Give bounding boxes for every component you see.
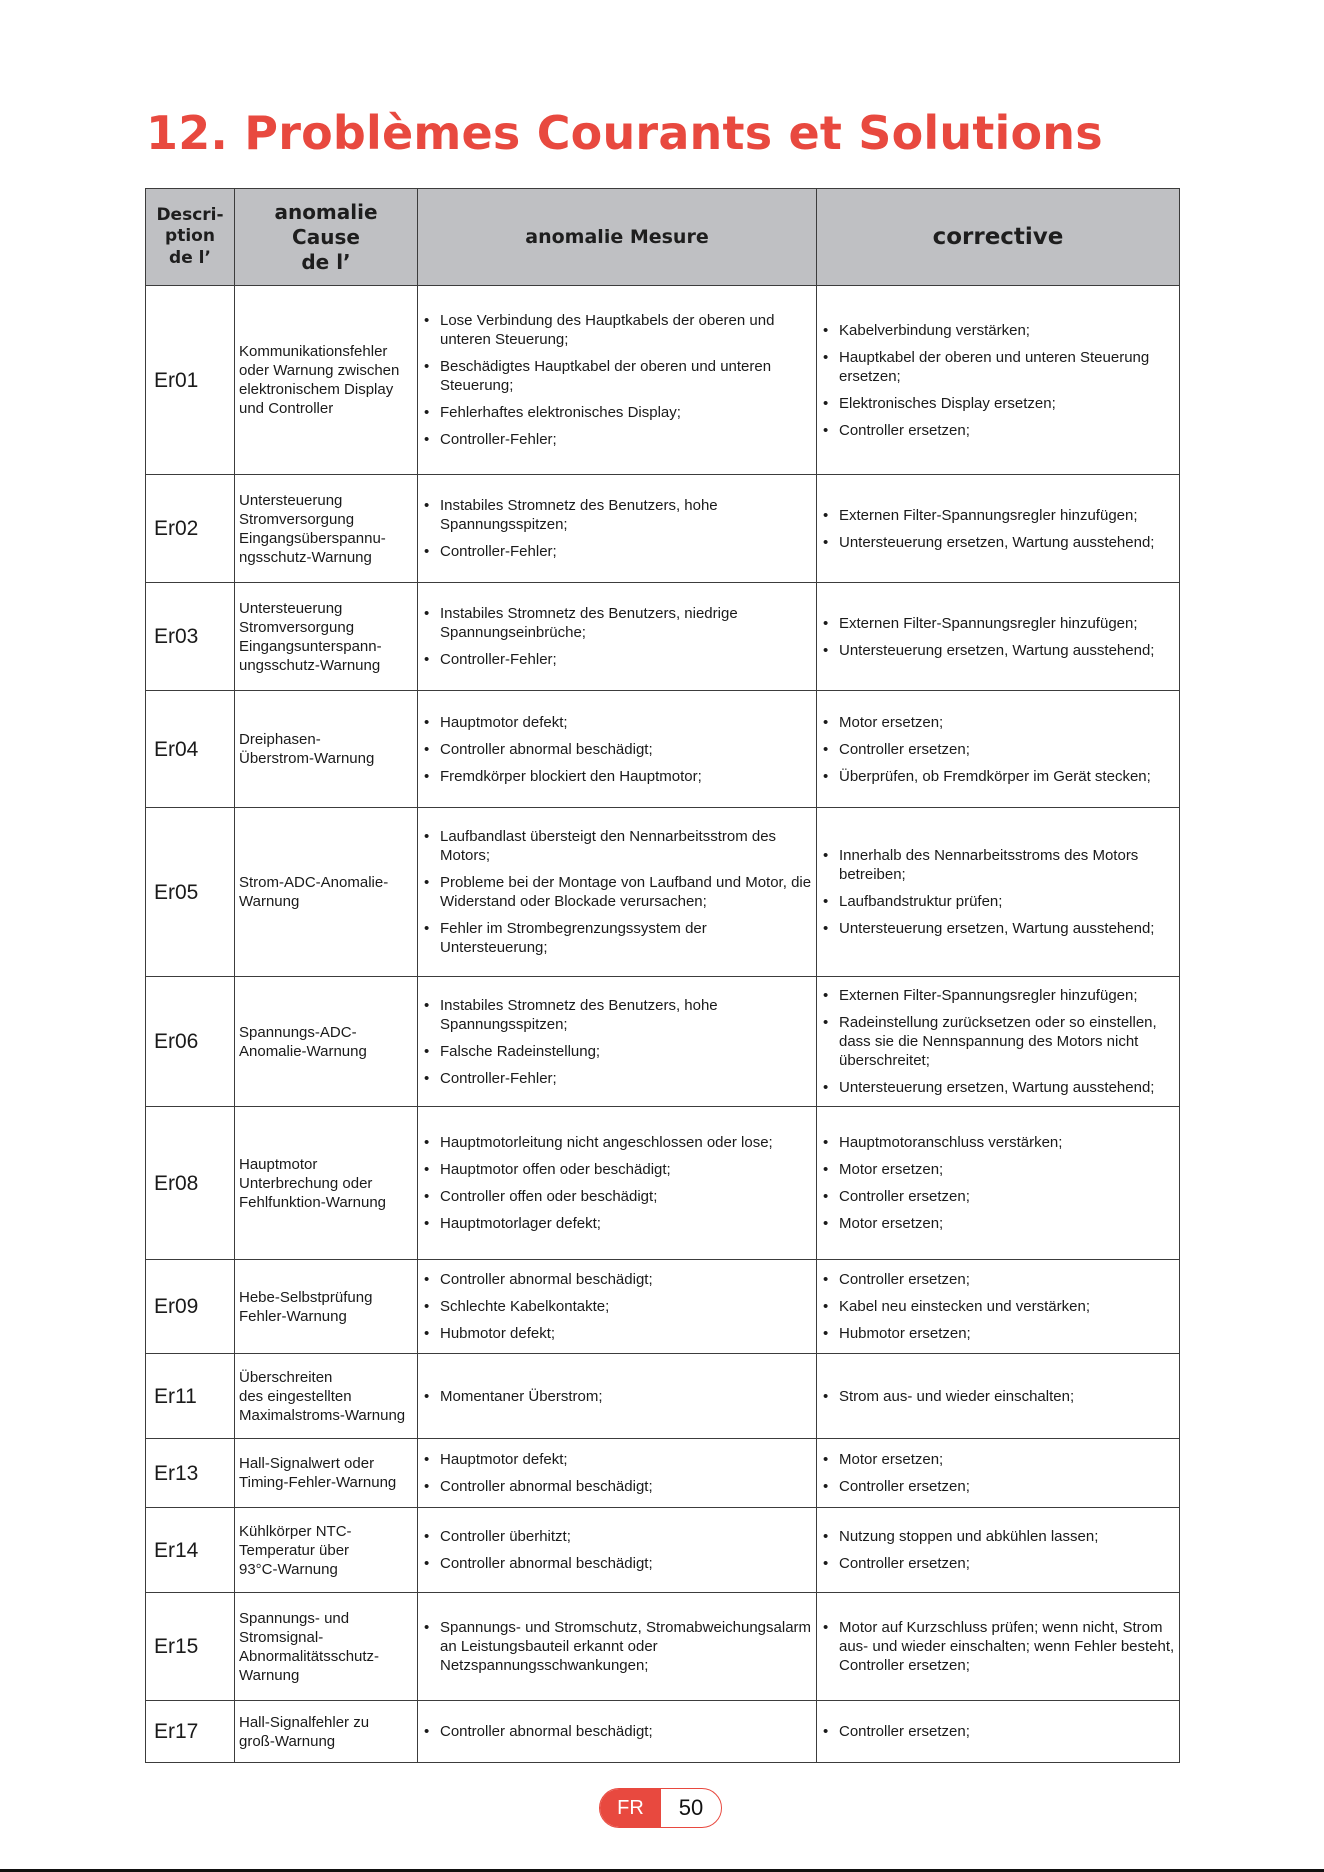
corrective-item: • Externen Filter-Spannungsregler hinzufügen; (839, 614, 1176, 633)
measure-item: • Hauptmotorlager defekt; (440, 1214, 813, 1233)
measure-cell (418, 1439, 817, 1508)
measure-item: • Hubmotor defekt; (440, 1324, 813, 1343)
cause-cell (235, 808, 418, 977)
cause-line: Fehler-Warnung (239, 1307, 347, 1325)
error-code: Er15 (146, 1593, 235, 1701)
cause-cell (235, 1701, 418, 1763)
cause-line: Überstrom-Warnung (239, 750, 375, 767)
cause-line: Stromversorgung (239, 510, 355, 528)
table-row (146, 1701, 1180, 1763)
measure-list (418, 496, 813, 561)
measure-list (418, 1450, 813, 1496)
measure-cell (418, 1701, 817, 1763)
measure-list (418, 1527, 813, 1573)
table-row (146, 977, 1180, 1107)
measure-cell (418, 583, 817, 691)
cause-line: des eingestellten (239, 1387, 352, 1405)
measure-item: • Momentaner Überstrom; (440, 1387, 813, 1406)
cause-cell (235, 583, 418, 691)
corrective-item: • Hubmotor ersetzen; (839, 1324, 1176, 1343)
measure-item: • Controller offen oder beschädigt; (440, 1187, 813, 1206)
corrective-list (817, 1527, 1176, 1573)
measure-list (418, 1618, 813, 1675)
corrective-item: • Externen Filter-Spannungsregler hinzufügen; (839, 986, 1176, 1005)
measure-item: • Lose Verbindung des Hauptkabels der oberen und unteren Steuerung; (440, 311, 813, 349)
measure-item: • Controller abnormal beschädigt; (440, 1270, 813, 1289)
corrective-cell (817, 1439, 1180, 1508)
measure-item: • Spannungs- und Stromschutz, Stromabweichungsalarm an Leistungsbauteil erkannt oder Netzspannungsschwankungen; (440, 1618, 813, 1675)
cause-line: Überschreiten (239, 1368, 333, 1386)
corrective-list (817, 986, 1176, 1097)
cause-cell (235, 475, 418, 583)
header-cause: anomalie Cause de l’ (235, 189, 418, 286)
cause-cell (235, 286, 418, 475)
page-number: 50 (678, 1795, 704, 1820)
language-tag: FR (600, 1789, 661, 1827)
corrective-item: • Untersteuerung ersetzen, Wartung ausstehend; (839, 533, 1176, 552)
cause-line: Fehlfunktion-Warnung (239, 1193, 387, 1211)
measure-item: • Hauptmotor defekt; (440, 1450, 813, 1469)
corrective-item: • Innerhalb des Nennarbeitsstroms des Motors betreiben; (839, 846, 1176, 884)
corrective-item: • Untersteuerung ersetzen, Wartung ausstehend; (839, 1078, 1176, 1097)
error-code: Er13 (146, 1439, 235, 1508)
cause-cell (235, 1260, 418, 1354)
cause-line: Unterbrechung oder (239, 1174, 373, 1192)
corrective-item: • Elektronisches Display ersetzen; (839, 394, 1176, 413)
table-row (146, 1260, 1180, 1354)
corrective-list (817, 506, 1176, 552)
cause-line: elektronischem Display (239, 381, 394, 398)
cause-line: Stromversorgung (239, 618, 355, 636)
cause-line: oder Warnung zwischen (239, 362, 400, 379)
corrective-cell (817, 1107, 1180, 1260)
corrective-item: • Kabelverbindung verstärken; (839, 321, 1176, 340)
corrective-item: • Motor ersetzen; (839, 1450, 1176, 1469)
page-number-badge (599, 1788, 722, 1828)
table-row (146, 1439, 1180, 1508)
cause-line: Eingangsüberspannu- (239, 529, 386, 547)
corrective-cell (817, 1701, 1180, 1763)
corrective-list (817, 1450, 1176, 1496)
cause-line: Hauptmotor (239, 1155, 318, 1173)
measure-cell (418, 286, 817, 475)
error-code: Er03 (146, 583, 235, 691)
measure-item: • Instabiles Stromnetz des Benutzers, hohe Spannungsspitzen; (440, 996, 813, 1034)
cause-line: Untersteuerung (239, 491, 343, 509)
cause-line: Spannungs-ADC- (239, 1023, 357, 1041)
corrective-item: • Laufbandstruktur prüfen; (839, 892, 1176, 911)
corrective-item: • Externen Filter-Spannungsregler hinzufügen; (839, 506, 1176, 525)
measure-item: • Falsche Radeinstellung; (440, 1042, 813, 1061)
corrective-list (817, 1387, 1176, 1406)
corrective-cell (817, 691, 1180, 808)
measure-list (418, 1133, 813, 1233)
corrective-item: • Motor ersetzen; (839, 1160, 1176, 1179)
error-code: Er02 (146, 475, 235, 583)
error-code: Er17 (146, 1701, 235, 1763)
measure-item: • Hauptmotor defekt; (440, 713, 813, 732)
cause-cell (235, 1439, 418, 1508)
error-code: Er04 (146, 691, 235, 808)
measure-list (418, 713, 813, 786)
corrective-list (817, 614, 1176, 660)
measure-item: • Controller-Fehler; (440, 430, 813, 449)
corrective-item: • Controller ersetzen; (839, 1554, 1176, 1573)
error-code: Er06 (146, 977, 235, 1107)
table-row (146, 1354, 1180, 1439)
corrective-cell (817, 475, 1180, 583)
error-code: Er14 (146, 1508, 235, 1593)
cause-line: 93°C-Warnung (239, 1560, 338, 1578)
cause-line: Timing-Fehler-Warnung (239, 1474, 397, 1491)
cause-line: Warnung (239, 1666, 300, 1684)
measure-list (418, 604, 813, 669)
measure-item: • Laufbandlast übersteigt den Nennarbeitsstrom des Motors; (440, 827, 813, 865)
measure-list (418, 1722, 813, 1741)
measure-item: • Instabiles Stromnetz des Benutzers, hohe Spannungsspitzen; (440, 496, 813, 534)
corrective-cell (817, 1260, 1180, 1354)
cause-line: Maximalstroms-Warnung (239, 1406, 406, 1424)
measure-item: • Controller abnormal beschädigt; (440, 1722, 813, 1741)
measure-item: • Controller abnormal beschädigt; (440, 1477, 813, 1496)
corrective-item: • Untersteuerung ersetzen, Wartung ausstehend; (839, 641, 1176, 660)
measure-cell (418, 977, 817, 1107)
table-row (146, 1508, 1180, 1593)
measure-item: • Fehler im Strombegrenzungssystem der Untersteuerung; (440, 919, 813, 957)
cause-line: Anomalie-Warnung (239, 1042, 367, 1060)
cause-line: Hebe-Selbstprüfung (239, 1288, 373, 1306)
cause-line: Eingangsunterspann- (239, 637, 382, 655)
cause-line: Temperatur über (239, 1541, 350, 1559)
table-row (146, 1107, 1180, 1260)
corrective-item: • Nutzung stoppen und abkühlen lassen; (839, 1527, 1176, 1546)
header-corrective: corrective (817, 189, 1180, 286)
corrective-item: • Überprüfen, ob Fremdkörper im Gerät stecken; (839, 767, 1176, 786)
corrective-item: • Controller ersetzen; (839, 1187, 1176, 1206)
cause-cell (235, 1593, 418, 1701)
cause-line: ungsschutz-Warnung (239, 656, 381, 674)
corrective-list (817, 846, 1176, 938)
cause-cell (235, 691, 418, 808)
corrective-item: • Controller ersetzen; (839, 421, 1176, 440)
error-code: Er08 (146, 1107, 235, 1260)
cause-line: Warnung (239, 893, 300, 910)
cause-cell (235, 977, 418, 1107)
corrective-item: • Controller ersetzen; (839, 1477, 1176, 1496)
cause-line: Untersteuerung (239, 599, 343, 617)
measure-item: • Probleme bei der Montage von Laufband und Motor, die Widerstand oder Blockade verursachen; (440, 873, 813, 911)
corrective-item: • Radeinstellung zurücksetzen oder so einstellen, dass sie die Nennspannung des Motors nicht überschreitet; (839, 1013, 1176, 1070)
error-code: Er11 (146, 1354, 235, 1439)
cause-line: Stromsignal- (239, 1628, 324, 1646)
cause-line: Abnormalitätsschutz- (239, 1647, 380, 1665)
cause-line: Spannungs- und (239, 1609, 350, 1627)
measure-item: • Controller überhitzt; (440, 1527, 813, 1546)
measure-list (418, 311, 813, 449)
corrective-cell (817, 286, 1180, 475)
corrective-list (817, 1270, 1176, 1343)
measure-list (418, 1387, 813, 1406)
corrective-cell (817, 1508, 1180, 1593)
corrective-cell (817, 808, 1180, 977)
measure-item: • Fehlerhaftes elektronisches Display; (440, 403, 813, 422)
measure-item: • Beschädigtes Hauptkabel der oberen und unteren Steuerung; (440, 357, 813, 395)
measure-cell (418, 1593, 817, 1701)
corrective-cell (817, 1354, 1180, 1439)
measure-cell (418, 691, 817, 808)
corrective-item: • Hauptkabel der oberen und unteren Steuerung ersetzen; (839, 348, 1176, 386)
cause-line: ngsschutz-Warnung (239, 548, 372, 566)
corrective-item: • Controller ersetzen; (839, 1722, 1176, 1741)
measure-item: • Hauptmotor offen oder beschädigt; (440, 1160, 813, 1179)
corrective-cell (817, 1593, 1180, 1701)
table-row (146, 1593, 1180, 1701)
measure-item: • Controller abnormal beschädigt; (440, 1554, 813, 1573)
cause-line: groß-Warnung (239, 1732, 336, 1750)
table-row (146, 286, 1180, 475)
cause-cell (235, 1354, 418, 1439)
measure-item: • Fremdkörper blockiert den Hauptmotor; (440, 767, 813, 786)
error-code: Er09 (146, 1260, 235, 1354)
corrective-item: • Motor auf Kurzschluss prüfen; wenn nicht, Strom aus- und wieder einschalten; wenn Fehler besteht, Controller ersetzen; (839, 1618, 1176, 1675)
measure-cell (418, 1508, 817, 1593)
corrective-list (817, 713, 1176, 786)
measure-cell (418, 1107, 817, 1260)
cause-line: Hall-Signalfehler zu (239, 1713, 370, 1731)
measure-item: • Hauptmotorleitung nicht angeschlossen oder lose; (440, 1133, 813, 1152)
corrective-item: • Controller ersetzen; (839, 740, 1176, 759)
corrective-list (817, 1722, 1176, 1741)
corrective-item: • Motor ersetzen; (839, 1214, 1176, 1233)
table-row (146, 583, 1180, 691)
table-row (146, 691, 1180, 808)
measure-item: • Controller-Fehler; (440, 542, 813, 561)
troubleshooting-table (145, 188, 1180, 1763)
measure-cell (418, 1260, 817, 1354)
cause-line: Kühlkörper NTC- (239, 1522, 352, 1540)
header-description: Descri- ption de l’ (146, 189, 235, 286)
corrective-item: • Motor ersetzen; (839, 713, 1176, 732)
corrective-item: • Strom aus- und wieder einschalten; (839, 1387, 1176, 1406)
table-row (146, 475, 1180, 583)
corrective-cell (817, 583, 1180, 691)
table-header-row (146, 189, 1180, 286)
measure-list (418, 1270, 813, 1343)
measure-item: • Controller-Fehler; (440, 1069, 813, 1088)
cause-cell (235, 1107, 418, 1260)
measure-cell (418, 1354, 817, 1439)
header-measure: anomalie Mesure (418, 189, 817, 286)
corrective-item: • Hauptmotoranschluss verstärken; (839, 1133, 1176, 1152)
measure-item: • Controller abnormal beschädigt; (440, 740, 813, 759)
measure-item: • Schlechte Kabelkontakte; (440, 1297, 813, 1316)
corrective-item: • Controller ersetzen; (839, 1270, 1176, 1289)
cause-line: Dreiphasen- (239, 731, 321, 748)
error-code: Er05 (146, 808, 235, 977)
table-row (146, 808, 1180, 977)
error-code: Er01 (146, 286, 235, 475)
corrective-list (817, 1618, 1176, 1675)
measure-item: • Controller-Fehler; (440, 650, 813, 669)
cause-cell (235, 1508, 418, 1593)
measure-list (418, 827, 813, 957)
measure-cell (418, 808, 817, 977)
measure-item: • Instabiles Stromnetz des Benutzers, niedrige Spannungseinbrüche; (440, 604, 813, 642)
cause-line: Kommunikationsfehler (239, 343, 388, 360)
measure-cell (418, 475, 817, 583)
cause-line: und Controller (239, 400, 334, 417)
corrective-cell (817, 977, 1180, 1107)
corrective-item: • Untersteuerung ersetzen, Wartung ausstehend; (839, 919, 1176, 938)
measure-list (418, 996, 813, 1088)
page-title: 12. Problèmes Courants et Solutions (146, 106, 1103, 160)
cause-line: Strom-ADC-Anomalie- (239, 874, 389, 891)
corrective-list (817, 321, 1176, 440)
cause-line: Hall-Signalwert oder (239, 1455, 375, 1472)
corrective-list (817, 1133, 1176, 1233)
corrective-item: • Kabel neu einstecken und verstärken; (839, 1297, 1176, 1316)
